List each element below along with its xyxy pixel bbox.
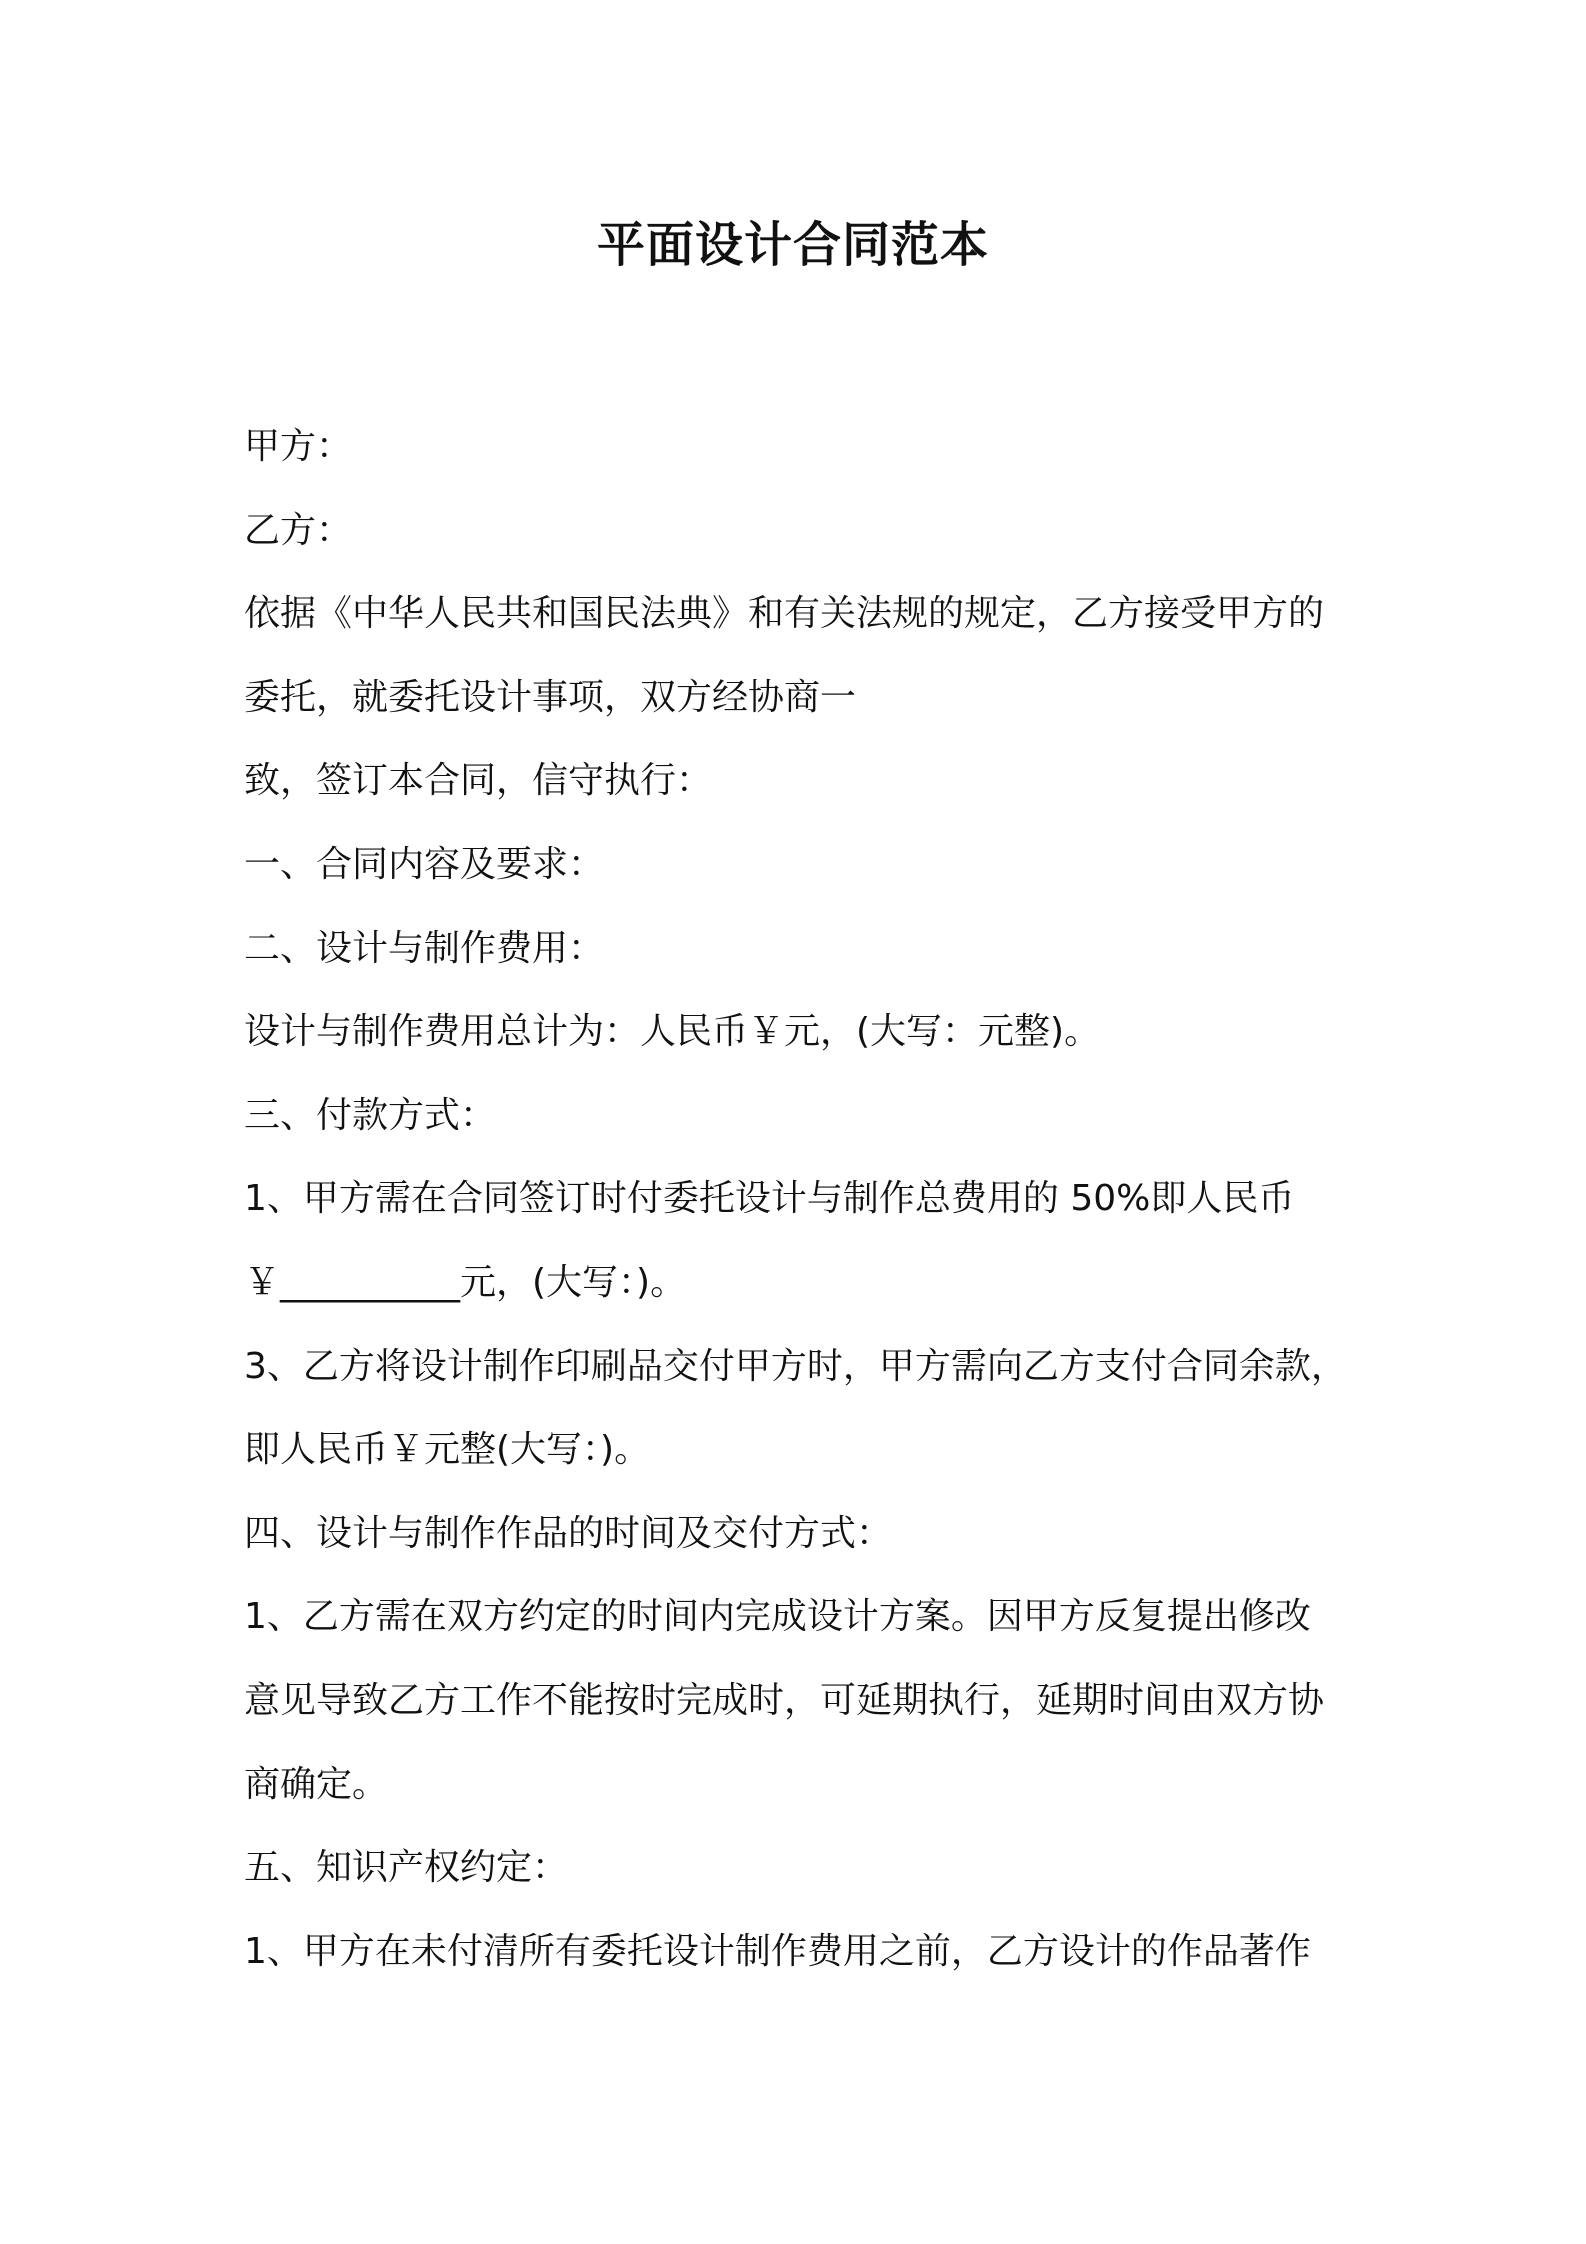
fee-total-line: 设计与制作费用总计为：人民币￥元，(大写：元整)。 xyxy=(244,1011,1101,1053)
party-b-line: 乙方： xyxy=(244,509,353,551)
delivery-clause-1-line-2: 意见导致乙方工作不能按时完成时，可延期执行，延期时间由双方协 xyxy=(244,1679,1325,1721)
payment-clause-1-line-2: ￥__________元，(大写：)。 xyxy=(244,1261,687,1303)
ip-clause-1-line-1: 1、甲方在未付清所有委托设计制作费用之前，乙方设计的作品著作 xyxy=(244,1930,1311,1972)
payment-clause-3-line-1: 3、乙方将设计制作印刷品交付甲方时，甲方需向乙方支付合同余款， xyxy=(244,1345,1347,1387)
section-heading-4: 四、设计与制作作品的时间及交付方式： xyxy=(244,1512,893,1554)
delivery-clause-1-line-1: 1、乙方需在双方约定的时间内完成设计方案。因甲方反复提出修改 xyxy=(244,1596,1311,1638)
section-heading-3: 三、付款方式： xyxy=(244,1094,497,1136)
payment-clause-1-line-1: 1、甲方需在合同签订时付委托设计与制作总费用的 50%即人民币 xyxy=(244,1178,1295,1220)
party-a-line: 甲方： xyxy=(244,426,353,467)
preamble-line-3: 致，签订本合同，信守执行： xyxy=(244,760,713,802)
section-heading-2: 二、设计与制作费用： xyxy=(244,927,605,969)
section-heading-5: 五、知识产权约定： xyxy=(244,1847,569,1889)
preamble-line-2: 委托，就委托设计事项，双方经协商一 xyxy=(244,676,857,718)
delivery-clause-1-line-3: 商确定。 xyxy=(244,1763,389,1805)
document-title: 平面设计合同范本 xyxy=(596,217,989,273)
preamble-line-1: 依据《中华人民共和国民法典》和有关法规的规定，乙方接受甲方的 xyxy=(244,593,1325,635)
section-heading-1: 一、合同内容及要求： xyxy=(244,843,605,885)
document-body xyxy=(244,405,1354,1993)
payment-clause-3-line-2: 即人民币￥元整(大写：)。 xyxy=(244,1429,651,1471)
